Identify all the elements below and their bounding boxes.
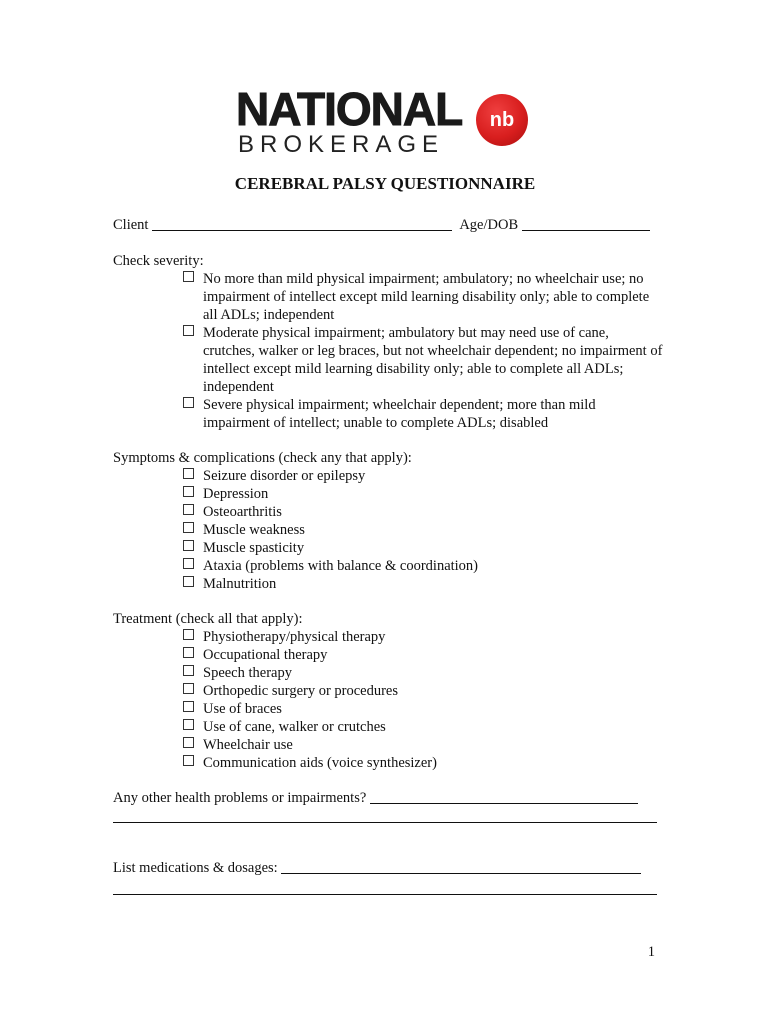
symptom-option[interactable] (183, 485, 269, 503)
treatment-option[interactable] (183, 664, 292, 682)
option-label: Muscle spasticity (203, 540, 305, 556)
option-label: Use of braces (203, 701, 282, 717)
checkbox[interactable] (183, 701, 194, 712)
client-label: Client (113, 217, 149, 233)
medications-field-line2[interactable] (113, 894, 657, 895)
treatment-option[interactable] (183, 628, 386, 646)
severity-heading: Check severity: (113, 253, 204, 269)
checkbox[interactable] (183, 271, 194, 282)
treatment-option[interactable] (183, 736, 293, 754)
symptom-option[interactable] (183, 557, 479, 575)
option-label: Communication aids (voice synthesizer) (203, 755, 437, 771)
checkbox[interactable] (183, 486, 194, 497)
other-problems-row (113, 789, 638, 807)
option-label: Orthopedic surgery or procedures (203, 683, 399, 699)
logo-subtitle: BROKERAGE (238, 131, 445, 158)
treatment-option[interactable] (183, 718, 386, 736)
medications-field[interactable] (281, 859, 641, 874)
company-logo (236, 83, 536, 162)
symptom-option[interactable] (183, 503, 282, 521)
symptom-option[interactable] (183, 539, 305, 557)
severity-option[interactable] (183, 324, 663, 395)
medications-row (113, 859, 641, 877)
checkbox[interactable] (183, 325, 194, 336)
page-title: CEREBRAL PALSY QUESTIONNAIRE (234, 174, 536, 193)
treatment-option[interactable] (183, 754, 437, 772)
option-label: Malnutrition (203, 576, 277, 592)
checkbox[interactable] (183, 576, 194, 587)
symptom-option[interactable] (183, 521, 305, 539)
checkbox[interactable] (183, 522, 194, 533)
page-number: 1 (647, 944, 655, 960)
severity-option[interactable] (183, 396, 596, 431)
other-problems-field[interactable] (370, 789, 638, 804)
symptom-option[interactable] (183, 467, 366, 485)
option-label: Seizure disorder or epilepsy (203, 468, 366, 484)
option-label: Muscle weakness (203, 522, 305, 538)
client-field[interactable] (152, 216, 452, 231)
treatment-option[interactable] (183, 682, 399, 700)
other-problems-field-line2[interactable] (113, 822, 657, 823)
checkbox[interactable] (183, 468, 194, 479)
checkbox[interactable] (183, 737, 194, 748)
treatment-heading: Treatment (check all that apply): (113, 611, 303, 627)
checkbox[interactable] (183, 629, 194, 640)
checkbox[interactable] (183, 397, 194, 408)
checkbox[interactable] (183, 665, 194, 676)
logo-badge-icon: nb (476, 94, 528, 146)
severity-option[interactable] (183, 270, 650, 323)
checkbox[interactable] (183, 558, 194, 569)
option-label: Moderate physical impairment; ambulatory but may need use of cane, crutches, walker or leg braces, but not wheelchair dependent; no impairment of intellect except mild learning disability only; able to complete all ADLs; independent (203, 325, 663, 395)
dob-label: Age/DOB (459, 217, 519, 233)
checkbox[interactable] (183, 719, 194, 730)
client-row (113, 216, 650, 234)
symptom-option[interactable] (183, 575, 277, 593)
checkbox[interactable] (183, 683, 194, 694)
treatment-option[interactable] (183, 646, 328, 664)
option-label: Use of cane, walker or crutches (203, 719, 386, 735)
logo-wordmark: NATIONAL (236, 83, 463, 135)
option-label: No more than mild physical impairment; ambulatory; no wheelchair use; no impairment of intellect except mild learning disability only; able to complete all ADLs; independent (203, 271, 650, 323)
dob-field[interactable] (522, 216, 650, 231)
option-label: Wheelchair use (203, 737, 293, 753)
option-label: Osteoarthritis (203, 504, 282, 520)
medications-label: List medications & dosages: (113, 860, 278, 876)
option-label: Physiotherapy/physical therapy (203, 629, 386, 645)
option-label: Ataxia (problems with balance & coordination) (203, 558, 479, 574)
option-label: Speech therapy (203, 665, 292, 681)
option-label: Severe physical impairment; wheelchair dependent; more than mild impairment of intellect; unable to complete ADLs; disabled (203, 397, 596, 431)
option-label: Depression (203, 486, 269, 502)
checkbox[interactable] (183, 647, 194, 658)
option-label: Occupational therapy (203, 647, 328, 663)
checkbox[interactable] (183, 504, 194, 515)
symptoms-heading: Symptoms & complications (check any that apply): (113, 450, 412, 466)
other-problems-label: Any other health problems or impairments? (113, 790, 367, 806)
checkbox[interactable] (183, 755, 194, 766)
checkbox[interactable] (183, 540, 194, 551)
treatment-option[interactable] (183, 700, 282, 718)
